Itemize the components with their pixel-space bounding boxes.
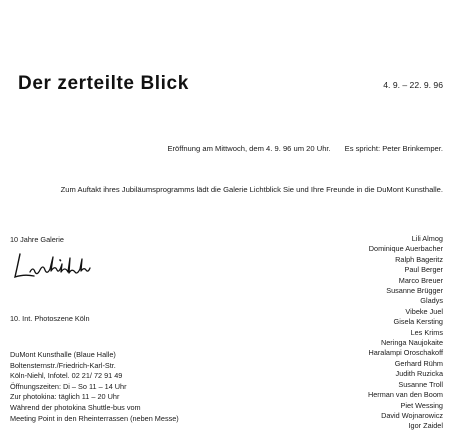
- address-line: Zur photokina: täglich 11 – 20 Uhr: [10, 392, 120, 402]
- lichtblick-logo: [12, 250, 112, 282]
- artist-list: [368, 234, 443, 432]
- artist-name: Gerhard Rühm: [394, 358, 443, 368]
- exhibition-title: Der zerteilte Blick: [18, 73, 189, 94]
- artist-name: Susanne Brügger: [386, 286, 443, 296]
- photoszene-label: 10. Int. Photoszene Köln: [10, 314, 90, 323]
- intro-text: Zum Auftakt ihres Jubiläumsprogramms lädt die Galerie Lichtblick Sie und Ihre Freunde in die DuMont Kunsthalle.: [60, 185, 443, 194]
- artist-name: Igor Zaidel: [408, 421, 443, 431]
- artist-name: Gisela Kersting: [393, 317, 443, 327]
- artist-name: David Wojnarowicz: [381, 410, 443, 420]
- opening-text: Eröffnung am Mittwoch, dem 4. 9. 96 um 20 Uhr.: [167, 144, 331, 153]
- address-line: Während der photokina Shuttle-bus vom: [10, 402, 141, 412]
- artist-name: Marco Breuer: [398, 275, 443, 285]
- artist-name: Lili Almog: [411, 234, 443, 243]
- artist-name: Gladys: [420, 296, 443, 306]
- artist-name: Haralampi Oroschakoff: [368, 348, 443, 358]
- artist-name: Les Krims: [410, 327, 443, 337]
- artist-name: Vibeke Juel: [405, 306, 443, 316]
- opening-speaker: Es spricht: Peter Brinkemper.: [344, 144, 443, 153]
- artist-name: Ralph Bageritz: [395, 254, 443, 264]
- artist-name: Neringa Naujokaite: [380, 338, 443, 348]
- artist-name: Herman van den Boom: [367, 390, 443, 400]
- address-line: Öffnungszeiten: Di – So 11 – 14 Uhr: [10, 381, 127, 391]
- anniversary-label: 10 Jahre Galerie: [10, 235, 64, 244]
- exhibition-dates: 4. 9. – 22. 9. 96: [383, 80, 443, 90]
- artist-name: Judith Ruzicka: [395, 369, 443, 379]
- opening-line: [167, 144, 443, 153]
- artist-name: Paul Berger: [404, 265, 443, 275]
- venue-address: [10, 350, 179, 424]
- artist-name: Piet Wessing: [400, 400, 443, 410]
- address-line: Meeting Point in den Rheinterrassen (neben Messe): [10, 413, 179, 423]
- address-line: Boltensternstr./Friedrich-Karl-Str.: [10, 360, 116, 370]
- artist-name: Dominique Auerbacher: [368, 244, 443, 254]
- address-line: DuMont Kunsthalle (Blaue Halle): [10, 350, 116, 359]
- artist-name: Susanne Troll: [398, 379, 443, 389]
- address-line: Köln-Niehl, Infotel. 02 21/ 72 91 49: [10, 371, 123, 381]
